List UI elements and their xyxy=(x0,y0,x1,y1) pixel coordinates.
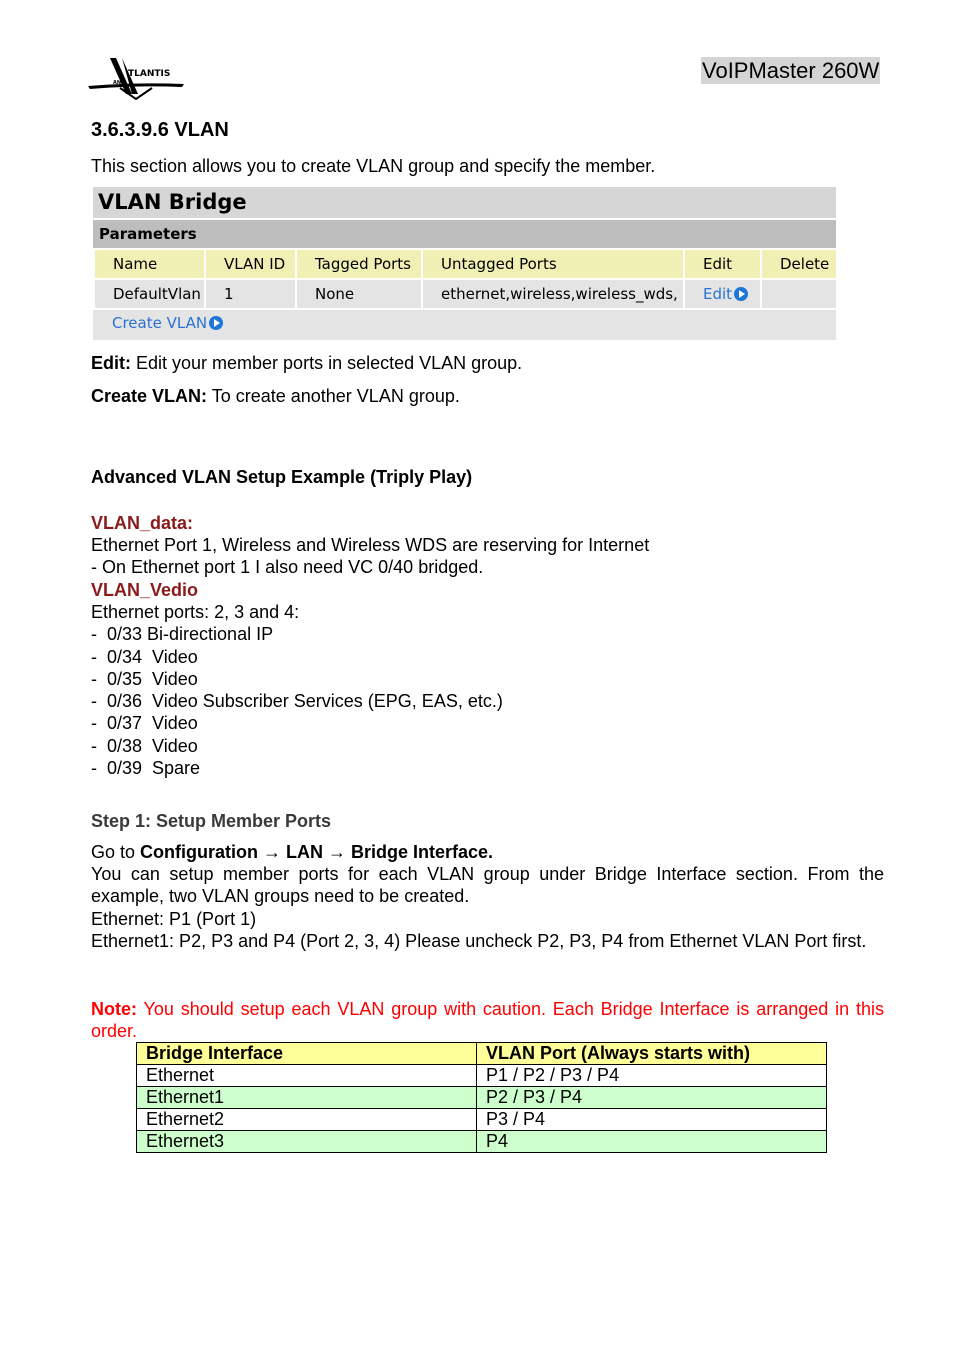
table-cell: Ethernet1 xyxy=(137,1087,477,1109)
col-delete: Delete xyxy=(762,250,836,278)
vlan-vedio-line: - 0/34 Video xyxy=(91,647,198,667)
atlantis-logo xyxy=(86,54,186,100)
vlan-untagged: ethernet,wireless,wireless_wds, xyxy=(423,280,683,308)
svg-text:TLANTIS: TLANTIS xyxy=(128,69,171,79)
table-header: Bridge Interface xyxy=(137,1043,477,1065)
vlan-vedio-line: - 0/39 Spare xyxy=(91,758,201,778)
create-description: Create VLAN: To create another VLAN group. xyxy=(91,386,460,406)
vlan-table-row xyxy=(93,280,836,308)
create-vlan-row xyxy=(93,310,836,340)
step1-title: Step 1: Setup Member Ports xyxy=(91,811,332,831)
section-title: 3.6.3.9.6 VLAN xyxy=(91,119,229,141)
vlan-data-label: VLAN_data: xyxy=(91,513,194,533)
vlan-vedio-line: Ethernet ports: 2, 3 and 4: xyxy=(91,602,300,622)
vlan-vedio-line: - 0/37 Video xyxy=(91,713,198,733)
bridge-interface-table xyxy=(136,1042,827,1153)
step1-line: Ethernet: P1 (Port 1) xyxy=(91,909,257,929)
vlan-id: 1 xyxy=(206,280,295,308)
edit-link-label[interactable]: Edit xyxy=(703,285,733,303)
circle-arrow-icon[interactable] xyxy=(734,287,748,301)
table-cell: P4 xyxy=(477,1131,827,1153)
step1-goto: Go to Configuration → LAN → Bridge Interface. xyxy=(91,842,494,862)
table-cell: Ethernet3 xyxy=(137,1131,477,1153)
vlan-tagged: None xyxy=(297,280,421,308)
table-header: VLAN Port (Always starts with) xyxy=(477,1043,827,1065)
vlan-data-line: - On Ethernet port 1 I also need VC 0/40 bridged. xyxy=(91,557,484,577)
table-row xyxy=(137,1087,827,1109)
vlan-table-header xyxy=(93,250,836,278)
parameters-bar: Parameters xyxy=(93,220,836,248)
vlan-delete xyxy=(762,280,836,308)
step1-paragraph: Ethernet1: P2, P3 and P4 (Port 2, 3, 4) Please uncheck P2, P3, P4 from Ethernet VLAN Port first. xyxy=(91,931,867,951)
vlan-vedio-line: - 0/35 Video xyxy=(91,669,198,689)
svg-text:AND: AND xyxy=(113,80,126,86)
edit-link[interactable] xyxy=(685,280,760,308)
col-name: Name xyxy=(95,250,204,278)
table-header-row xyxy=(137,1043,827,1065)
circle-arrow-icon[interactable] xyxy=(209,316,223,330)
vlan-vedio-label: VLAN_Vedio xyxy=(91,580,199,600)
col-untagged-ports: Untagged Ports xyxy=(423,250,683,278)
vlan-data-line: Ethernet Port 1, Wireless and Wireless WDS are reserving for Internet xyxy=(91,535,650,555)
table-row xyxy=(137,1131,827,1153)
product-name: VoIPMaster 260W xyxy=(702,58,880,83)
edit-description: Edit: Edit your member ports in selected VLAN group. xyxy=(91,353,523,373)
section-intro: This section allows you to create VLAN group and specify the member. xyxy=(91,156,656,176)
vlan-bridge-title: VLAN Bridge xyxy=(93,187,836,218)
table-row xyxy=(137,1109,827,1131)
vlan-vedio-line: - 0/38 Video xyxy=(91,736,198,756)
table-cell: Ethernet xyxy=(137,1065,477,1087)
table-cell: P1 / P2 / P3 / P4 xyxy=(477,1065,827,1087)
note: Note: You should setup each VLAN group with caution. Each Bridge Interface is arranged in this order. xyxy=(91,999,884,1041)
vlan-vedio-line: - 0/33 Bi-directional IP xyxy=(91,624,274,644)
vlan-vedio-line: - 0/36 Video Subscriber Services (EPG, EAS, etc.) xyxy=(91,691,503,711)
step1-paragraph: You can setup member ports for each VLAN group under Bridge Interface section. From the example, two VLAN groups need to be created. xyxy=(91,864,884,906)
vlan-name: DefaultVlan xyxy=(95,280,204,308)
table-row xyxy=(137,1065,827,1087)
table-cell: Ethernet2 xyxy=(137,1109,477,1131)
col-tagged-ports: Tagged Ports xyxy=(297,250,421,278)
col-edit: Edit xyxy=(685,250,760,278)
col-vlan-id: VLAN ID xyxy=(206,250,295,278)
vlan-bridge-panel xyxy=(93,187,836,340)
table-cell: P2 / P3 / P4 xyxy=(477,1087,827,1109)
table-cell: P3 / P4 xyxy=(477,1109,827,1131)
create-vlan-link[interactable]: Create VLAN xyxy=(112,314,208,332)
example-title: Advanced VLAN Setup Example (Triply Play) xyxy=(91,467,473,487)
